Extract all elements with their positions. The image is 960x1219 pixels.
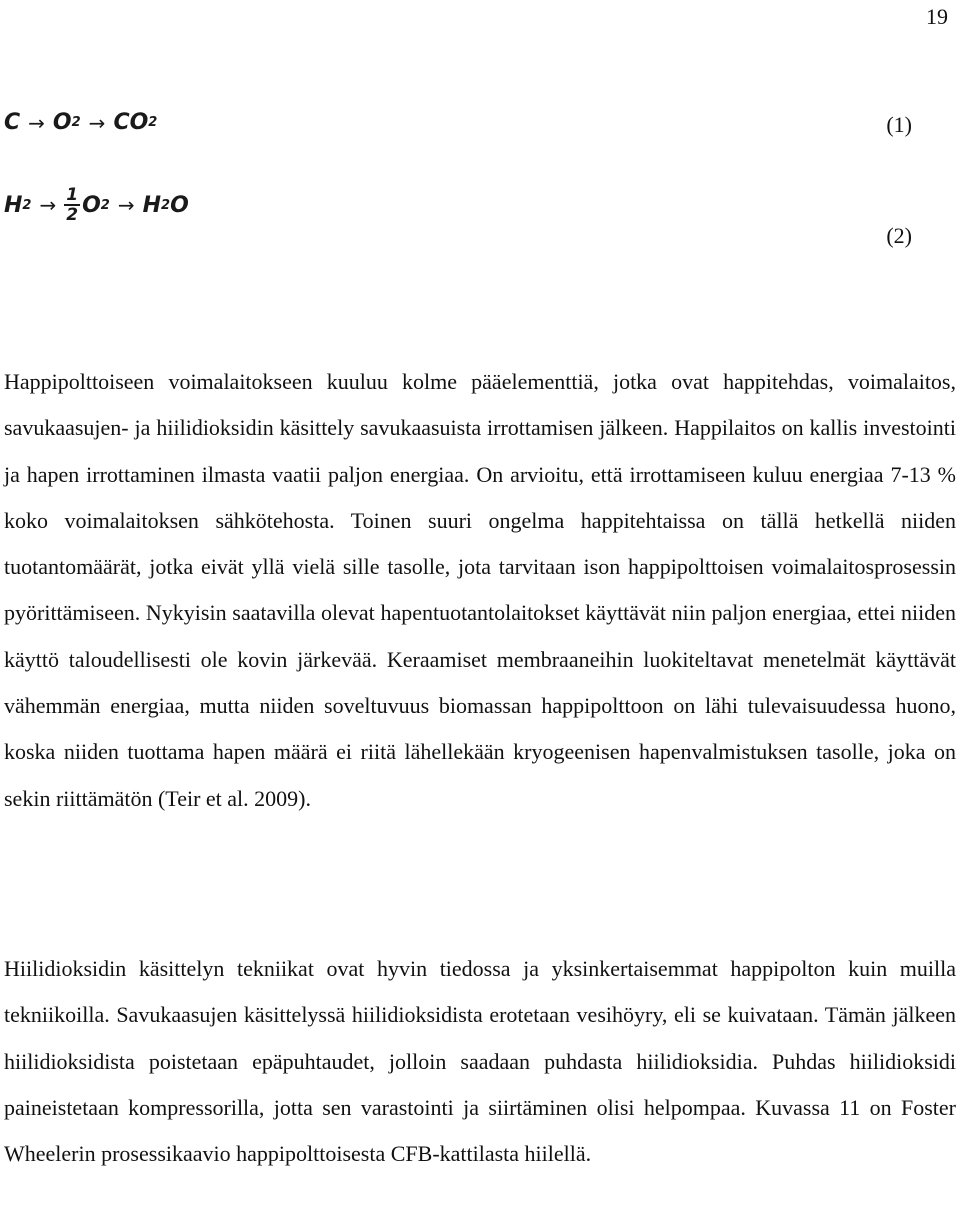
- equation-number-1: (1): [886, 112, 912, 137]
- arrow-icon: →: [28, 110, 45, 135]
- equation-2: [4, 186, 189, 224]
- eq2-oxygen-subscript: 2: [100, 197, 110, 213]
- eq2-hydrogen-subscript: 2: [22, 197, 32, 213]
- body-paragraph-2: Hiilidioksidin käsittelyn tekniikat ovat hyvin tiedossa ja yksinkertaisemmat happipolton kuin muilla tekniikoilla. Savukaasujen käsittelyssä hiilidioksidista erotetaan vesihöyry, eli se kuivataan. Tämän jälkeen hiilidioksidista poistetaan epäpuhtaudet, jolloin saadaan puhdasta hiilidioksidia. Puhdas hiilidioksidi paineistetaan kompressorilla, jotta sen varastointi ja siirtäminen olisi helpompaa. Kuvassa 11 on Foster Wheelerin prosessikaavio happipolttoisesta CFB-kattilasta hiilellä.: [4, 956, 956, 1167]
- body-paragraph-1: Happipolttoiseen voimalaitokseen kuuluu kolme pääelementtiä, jotka ovat happitehdas, voimalaitos, savukaasujen- ja hiilidioksidin käsittely savukaasuista irrottamisen jälkeen. Happilaitos on kallis investointi ja hapen irrottaminen ilmasta vaatii paljon energiaa. On arvioitu, että irrottamiseen kuluu energiaa 7-13 % koko voimalaitoksen sähkötehosta. Toinen suuri ongelma happitehtaissa on tällä hetkellä niiden tuotantomäärät, jotka eivät yllä vielä sille tasolle, jota tarvitaan ison happipolttoisen voimalaitosprosessin pyörittämiseen. Nykyisin saatavilla olevat hapentuotantolaitokset käyttävät niin paljon energiaa, ettei niiden käyttö taloudellisesti ole kovin järkevää. Keraamiset membraaneihin luokiteltavat menetelmät käyttävät vähemmän energiaa, mutta niiden soveltuvuus biomassan happipolttoon on lähi tulevaisuudessa huono, koska niiden tuottama hapen määrä ei riitä lähellekään kryogeenisen hapenvalmistuksen tasolle, joka on sekin riittämätön (Teir et al. 2009).: [4, 369, 956, 811]
- eq2-fraction-denominator: 2: [66, 205, 79, 225]
- eq1-carbon: C: [4, 110, 21, 135]
- eq1-carbon-dioxide-subscript: 2: [148, 115, 158, 130]
- equation-1: [4, 110, 157, 135]
- eq1-oxygen: O: [52, 110, 72, 135]
- eq2-fraction: [64, 186, 80, 224]
- page-number: 19: [926, 4, 948, 29]
- arrow-icon: →: [88, 110, 106, 135]
- eq2-hydrogen: H: [4, 192, 23, 218]
- eq2-water-hydrogen: H: [142, 192, 162, 218]
- arrow-icon: →: [39, 193, 57, 217]
- eq2-fraction-numerator: 1: [66, 185, 79, 205]
- equation-number-2: (2): [886, 223, 912, 248]
- arrow-icon: →: [117, 193, 135, 217]
- eq2-oxygen: O: [82, 192, 101, 218]
- eq1-carbon-dioxide: CO: [113, 110, 149, 135]
- eq2-water-oxygen: O: [170, 192, 189, 218]
- eq1-oxygen-subscript: 2: [71, 115, 81, 130]
- eq2-water-subscript: 2: [161, 197, 171, 213]
